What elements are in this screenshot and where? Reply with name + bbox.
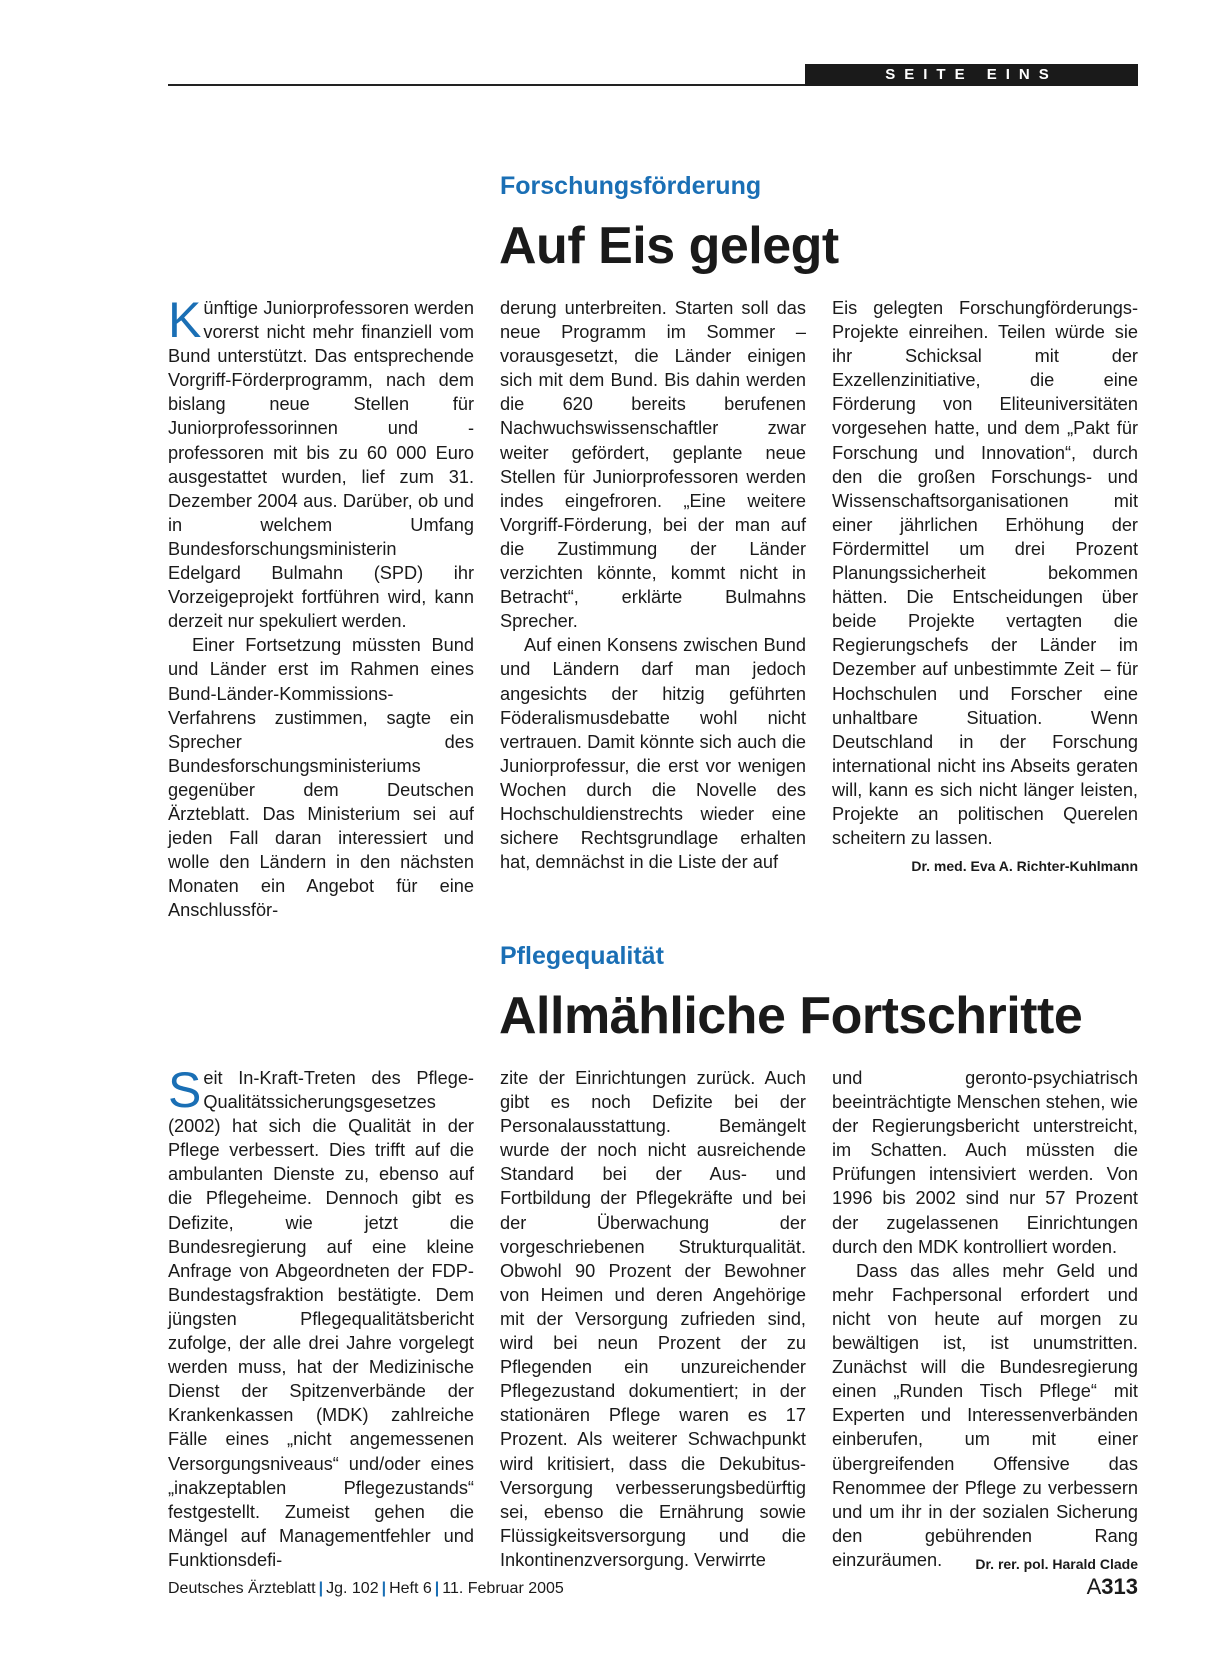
- article1-paragraph: Auf einen Konsens zwischen Bund und Ländern darf man jedoch angesichts der hitzig geführten Föderalismusdebatte wohl nicht vertrauen. Damit könnte sich auch die Juniorprofessur, die erst vor wenigen Wochen durch die Novelle des Hochschuldienstrechts wieder eine sichere Rechtsgrundlage erhalten hat, demnächst in die Liste der auf: [500, 635, 806, 873]
- journal-volume: Jg. 102: [326, 1580, 379, 1597]
- article2-dropcap: S: [168, 1062, 202, 1118]
- article1-paragraph: derung unterbreiten. Starten soll das neue Programm im Sommer – vorausgesetzt, die Länder einigen sich mit dem Bund. Bis dahin werden die 620 bereits berufenen Nachwuchswissenschaftler zwar weiter gefördert, geplante neue Stellen für Juniorprofessoren werden indes eingefroren. „Eine weitere Vorgriff-Förderung, bei der man auf die Zustimmung der Länder verzichten könnte, kommt nicht in Betracht“, erklärte Bulmahns Sprecher.: [500, 298, 806, 632]
- footer-separator: |: [318, 1580, 324, 1597]
- article2-kicker: Pflegequalität: [500, 942, 664, 970]
- article1-column-2: [500, 296, 806, 874]
- section-label: SEITE EINS: [805, 64, 1138, 86]
- article2-column-2: [500, 1066, 806, 1572]
- article1-dropcap: K: [168, 292, 202, 348]
- article1-paragraph: ünftige Juniorprofessoren werden vorerst nicht mehr finanziell vom Bund unterstützt. Das entsprechende Vorgriff-Förderprogramm, nach dem bislang neue Stellen für Juniorprofessorinnen und -professoren mit bis zu 60 000 Euro ausgestattet wurden, lief zum 31. Dezember 2004 aus. Darüber, ob und in welchem Umfang Bundesforschungsministerin Edelgard Bulmahn (SPD) ihr Vorzeigeprojekt fortführen wird, kann derzeit nur spekuliert werden.: [168, 298, 474, 632]
- article1-column-1: [168, 292, 474, 922]
- article2-column-3: [832, 1066, 1138, 1576]
- article1-column-3: [832, 296, 1138, 878]
- article2-paragraph: zite der Einrichtungen zurück. Auch gibt es noch Defizite bei der Personalausstattung. Bemängelt wurde der noch nicht ausreichende Standard bei der Aus- und Fortbildung der Pflegekräfte und bei der Überwachung der vorgeschriebenen Strukturqualität. Obwohl 90 Prozent der Bewohner von Heimen und deren Angehörige mit der Versorgung zufrieden sind, wird bei neun Prozent der zu Pflegenden ein unzureichender Pflegezustand dokumentiert; in der stationären Pflege waren es 17 Prozent. Als weiterer Schwachpunkt wird kritisiert, dass die Dekubitus-Versorgung verbesserungsbedürftig sei, ebenso die Ernährung sowie Flüssigkeitsversorgung und die Inkontinenzversorgung. Verwirrte: [500, 1068, 806, 1570]
- article2-paragraph: Dass das alles mehr Geld und mehr Fachpersonal erfordert und nicht von heute auf morgen zu bewältigen ist, ist unumstritten. Zunächst will die Bundesregierung einen „Runden Tisch Pflege“ mit Experten und Interessenverbänden einberufen, um mit einer übergreifenden Offensive das Renommee der Pflege zu verbessern und um ihr in der sozialen Sicherung den gebührenden Rang einzuräumen.: [832, 1260, 1138, 1570]
- page-prefix: A: [1086, 1574, 1102, 1599]
- article2-title: Allmähliche Fortschritte: [499, 987, 1083, 1045]
- journal-name: Deutsches Ärzteblatt: [168, 1580, 316, 1597]
- article2-paragraph: und geronto-psychiatrisch beeinträchtigte Menschen stehen, wie der Regierungsbericht unterstreicht, im Schatten. Auch müssten die Prüfungen intensiviert werden. Von 1996 bis 2002 sind nur 57 Prozent der zugelassenen Einrichtungen durch den MDK kontrolliert worden.: [832, 1068, 1138, 1257]
- page-footer: [168, 1580, 564, 1598]
- page-number: [1087, 1574, 1138, 1600]
- article1-title: Auf Eis gelegt: [499, 217, 839, 275]
- article2-column-1: [168, 1062, 474, 1572]
- footer-separator: |: [381, 1580, 387, 1597]
- journal-date: 11. Februar 2005: [442, 1580, 564, 1597]
- footer-separator: |: [434, 1580, 440, 1597]
- article1-paragraph: Einer Fortsetzung müssten Bund und Länder erst im Rahmen eines Bund-Länder-Kommissions-Verfahrens zustimmen, sagte ein Sprecher des Bundesforschungsministeriums gegenüber dem Deutschen Ärzteblatt. Das Ministerium sei auf jeden Fall daran interessiert und wolle den Ländern in den nächsten Monaten ein Angebot für eine Anschlussför-: [168, 635, 474, 921]
- article2-author: Dr. rer. pol. Harald Clade: [975, 1555, 1138, 1572]
- article2-paragraph: eit In-Kraft-Treten des Pflege-Qualitätssicherungsgesetzes (2002) hat sich die Qualität in der Pflege verbessert. Dies trifft auf die ambulanten Dienste zu, ebenso auf die Pflegeheime. Dennoch gibt es Defizite, wie jetzt die Bundesregierung auf eine kleine Anfrage von Abgeordneten der FDP-Bundestagsfraktion bestätigte. Dem jüngsten Pflegequalitätsbericht zufolge, der alle drei Jahre vorgelegt werden muss, hat der Medizinische Dienst der Spitzenverbände der Krankenkassen (MDK) zahlreiche Fälle eines „nicht angemessenen Versorgungsniveaus“ und/oder eines „inakzeptablen Pflegezustands“ festgestellt. Zumeist gehen die Mängel auf Managementfehler und Funktionsdefi-: [168, 1068, 474, 1570]
- page-number-value: 313: [1101, 1574, 1138, 1599]
- article1-paragraph: Eis gelegten Forschungförderungs-Projekte einreihen. Teilen würde sie ihr Schicksal mit der Exzellenzinitiative, die eine Förderung von Eliteuniversitäten vorgesehen hatte, und dem „Pakt für Forschung und Innovation“, durch den die großen Forschungs- und Wissenschaftsorganisationen mit einer jährlichen Erhöhung der Fördermittel um drei Prozent Planungssicherheit bekommen hätten. Die Entscheidungen über beide Projekte vertagten die Regierungschefs der Länder im Dezember auf unbestimmte Zeit – für Hochschulen und Forscher eine unhaltbare Situation. Wenn Deutschland in der Forschung international nicht ins Abseits geraten will, kann es sich nicht länger leisten, Projekte an politischen Querelen scheitern zu lassen.: [832, 298, 1138, 849]
- journal-issue: Heft 6: [389, 1580, 432, 1597]
- article1-kicker: Forschungsförderung: [500, 172, 762, 200]
- article1-author: Dr. med. Eva A. Richter-Kuhlmann: [911, 858, 1138, 875]
